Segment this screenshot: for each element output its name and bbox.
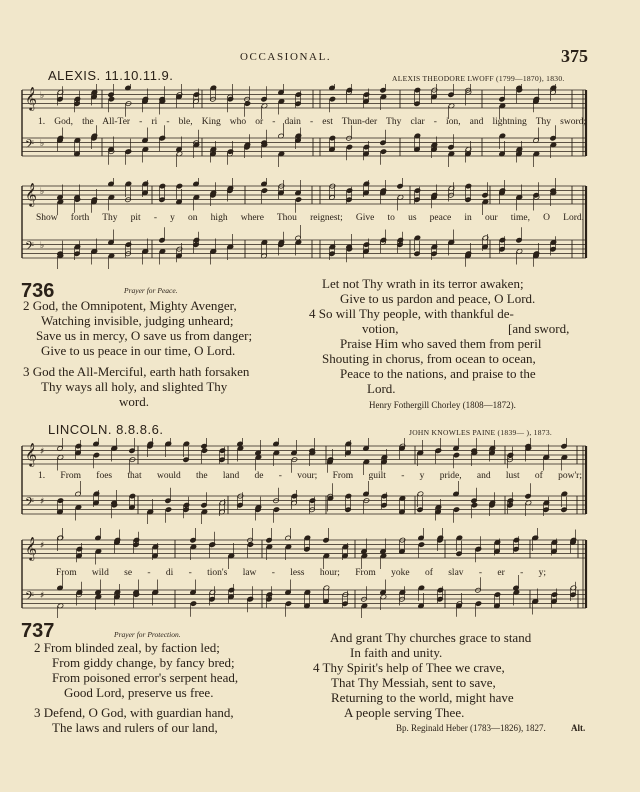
treble-clef-icon: 𝄞: [25, 182, 37, 206]
verse-block-737-right: [313, 630, 531, 720]
attribution-737: Bp. Reginald Heber (1783—1826), 1827.: [396, 723, 546, 733]
note-head: [453, 507, 459, 513]
music-system-alexis-1: [20, 84, 590, 170]
treble-clef-icon: 𝄞: [25, 442, 37, 466]
flat-sign-icon: ♭: [40, 139, 45, 149]
composer-lincoln: JOHN KNOWLES PAINE (1839— ), 1873.: [409, 428, 553, 437]
note-head: [475, 601, 481, 607]
page-header: [0, 46, 640, 70]
verse-line-split: [309, 321, 570, 336]
verse-line: Thy ways all holy, and slighted Thy: [41, 379, 228, 394]
flat-sign-icon: ♯: [40, 591, 45, 601]
verse-line: A people serving Thee.: [344, 705, 465, 720]
verse-line: And grant Thy churches grace to stand: [330, 630, 532, 645]
note-head: [261, 188, 267, 194]
note-head: [295, 197, 301, 203]
verse-line: In faith and unity.: [350, 645, 443, 660]
verse-line: Praise Him who saved them from peril: [340, 336, 542, 351]
verse-line: From poisoned error's serpent head,: [52, 670, 239, 685]
music-system-lincoln-1: [20, 438, 590, 524]
note-head: [380, 149, 386, 155]
verse-line: Good Lord, preserve us free.: [64, 685, 214, 700]
flat-sign-icon: ♭: [40, 241, 45, 251]
verse-line: Give to us pardon and peace, O Lord.: [340, 291, 536, 306]
verse-line: Peace to the nations, and praise to the: [340, 366, 536, 381]
composer-alexis: ALEXIS THEODORE LWOFF (1799—1870), 1830.: [392, 74, 565, 83]
verse-line: 2 From blinded zeal, by faction led;: [34, 640, 220, 655]
flat-sign-icon: ♭: [40, 187, 45, 197]
verse-line: 2 God, the Omnipotent, Mighty Avenger,: [23, 298, 237, 313]
treble-clef-icon: 𝄞: [25, 86, 37, 110]
hymn-caption-737: Prayer for Protection.: [114, 630, 181, 639]
verse-line: 4 So will Thy people, with thankful de-: [309, 306, 514, 321]
note-head: [176, 183, 182, 189]
bass-clef-icon: 𝄢: [25, 590, 35, 606]
attribution-736: Henry Fothergill Chorley (1808—1872).: [369, 400, 516, 410]
verse-line: Returning to the world, might have: [331, 690, 514, 705]
verse-line: votion,: [362, 321, 399, 336]
note-head: [93, 452, 99, 458]
page-number: 375: [561, 46, 588, 66]
verse-line: Shouting in chorus, from ocean to ocean,: [322, 351, 536, 366]
verse-line: word.: [119, 394, 149, 409]
flat-sign-icon: ♯: [40, 447, 45, 457]
hymn-number-737: 737: [21, 620, 55, 642]
verse-line: Watching invisible, judging unheard;: [41, 313, 234, 328]
note-head: [475, 546, 481, 552]
note-head: [285, 601, 291, 607]
note-head: [190, 601, 196, 607]
lyric-lincoln-line2: From wild se - di - tion's law - less hour; From yoke of slav - er - y;: [56, 568, 546, 578]
hymn-number-736: 736: [21, 280, 55, 302]
verse-line: That Thy Messiah, sent to save,: [331, 675, 496, 690]
verse-block-737-left: [34, 640, 238, 735]
bass-clef-icon: 𝄢: [25, 138, 35, 154]
verse-line: From giddy change, by fancy bred;: [52, 655, 235, 670]
music-system-alexis-2: [20, 178, 590, 274]
note-head: [273, 507, 279, 513]
flat-sign-icon: ♯: [40, 497, 45, 507]
note-head: [165, 507, 171, 513]
flat-sign-icon: ♭: [40, 91, 45, 101]
verse-line: 3 Defend, O God, with guardian hand,: [34, 705, 234, 720]
note-head: [247, 596, 253, 602]
note-head: [159, 135, 165, 141]
flat-sign-icon: ♯: [40, 541, 45, 551]
lyric-alexis-line2: Show forth Thy pit - y on high where Thou reignest; Give to us peace in our time, O Lord.: [36, 213, 584, 223]
alteration-mark-737: Alt.: [571, 723, 586, 733]
treble-clef-icon: 𝄞: [25, 536, 37, 560]
note-head: [346, 144, 352, 150]
verse-line: Give to us peace in our time, O Lord.: [41, 343, 236, 358]
note-head: [227, 96, 233, 102]
verse-line: 4 Thy Spirit's help of Thee we crave,: [313, 660, 505, 675]
lyric-alexis-line1: 1. God, the All-Ter - ri - ble, King who or - dain - est Thun-der Thy clar - ion, and lightning Thy sword;: [38, 117, 586, 127]
bass-clef-icon: 𝄢: [25, 240, 35, 256]
verse-line: Let not Thy wrath in its terror awaken;: [322, 276, 524, 291]
verse-line: [and sword,: [508, 321, 570, 336]
hymn-caption-736: Prayer for Peace.: [124, 286, 178, 295]
note-head: [453, 452, 459, 458]
note-head: [125, 149, 131, 155]
note-head: [329, 96, 335, 102]
bass-clef-icon: 𝄢: [25, 496, 35, 512]
verse-line: The laws and rulers of our land,: [52, 720, 218, 735]
verse-block-736-right: [309, 276, 570, 396]
note-head: [418, 542, 424, 548]
tune-name-lincoln: LINCOLN. 8.8.8.6.: [48, 422, 164, 437]
verse-line: Lord.: [367, 381, 396, 396]
verse-line: 3 God the All-Merciful, earth hath forsaken: [23, 364, 250, 379]
lyric-lincoln-line1: 1. From foes that would the land de - vour; From guilt - y pride, and lust of pow'r;: [38, 471, 582, 481]
section-title: OCCASIONAL.: [240, 51, 332, 63]
verse-block-736-left: [23, 298, 252, 409]
tune-name-alexis: ALEXIS. 11.10.11.9.: [48, 68, 174, 83]
verse-line: Save us in mercy, O save us from danger;: [36, 328, 253, 343]
